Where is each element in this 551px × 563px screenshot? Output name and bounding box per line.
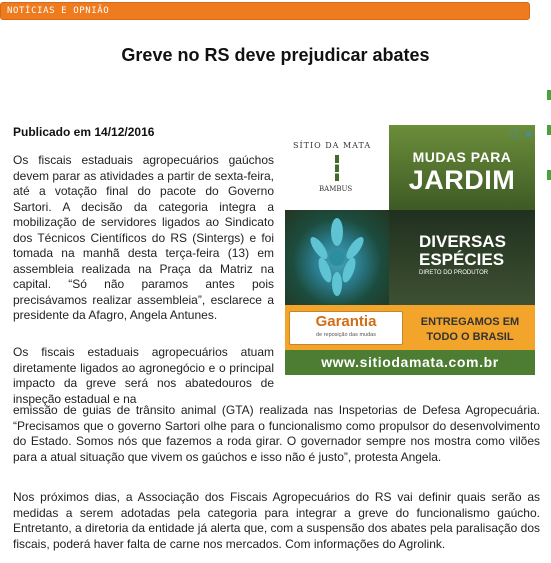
ad-species-line-2: ESPÉCIES [419,250,505,269]
ad-headline-panel [389,125,535,210]
ad-choices-icons[interactable] [510,126,533,142]
ad-delivery-line-2: TODO O BRASIL [426,331,514,343]
section-label: NOTÍCIAS E OPNIÃO [7,6,110,16]
ad-flower-image [285,210,389,305]
article-date: Publicado em 14/12/2016 [13,125,155,139]
article-paragraph-1: Os fiscais estaduais agropecuários gaúchos devem parar as atividades a partir de sexta-feira, até a votação final do pacote do Governo Sartori. A decisão da categoria integra a mobilização de servidores ligados ao Sindicato dos Técnicos Científicos do RS (Sintergs) e foi tomada na manhã desta terça-feira (13) em assembleia realizada na Praça da Matriz na capital. “Só não paramos antes pois precisávamos realizar assembleia”, esclarece a presidente da Afagro, Angela Antunes. [13,153,274,322]
ad-guarantee-title: Garantia [315,313,377,330]
article-title: Greve no RS deve prejudicar abates [121,45,430,65]
ad-guarantee-band [285,305,535,350]
advertisement[interactable] [285,125,535,375]
section-header-bar [0,2,530,20]
ad-headline-2: JARDIM [408,165,516,195]
ad-url[interactable]: www.sitiodamata.com.br [321,354,499,370]
ad-guarantee-badge [289,311,403,345]
ad-guarantee-sub: de reposição das mudas [316,332,376,338]
article-paragraph-3: Nos próximos dias, a Associação dos Fiscais Agropecuários do RS vai definir quais serão as medidas a serem adotadas pela categoria para integrar a greve do funcionalismo gaúcho. Entretanto, a diretoria da entidade já alerta que, com a suspensão dos abates pela paralisação dos fiscais, poderá haver falta de carne nos mercados. Com informações do Agrolink. [13,490,541,551]
ad-headline-1: MUDAS PARA [412,149,512,165]
ad-species-line-3: DIRETO DO PRODUTOR [419,270,489,276]
flower-icon [285,210,389,305]
article-paragraph-2-bottom: emissão de guias de trânsito animal (GTA) realizada nas Inspetorias de Defesa Agropecuária. “Precisamos que o governo Sartori olhe para o funcionalismo como propulsor do desenvolvimento do Estado. Somos nós que fazemos a roda girar. O governador sempre nos mostra como vilões para a atual situação que vivem os gaúchos e isso não é justo”, protesta Angela. [13,403,540,464]
ad-species-line-1: DIVERSAS [419,232,506,251]
close-icon[interactable]: ✕ [523,129,533,141]
ad-logo-sub: BAMBUS [319,185,353,193]
bamboo-icon [331,155,343,181]
article-paragraph-2-top: Os fiscais estaduais agropecuários atuam diretamente ligados ao agronegócio e o principal impacto da greve será nos abatedouros de inspeção estadual e na [13,345,274,406]
info-icon[interactable]: ⓘ [509,129,521,141]
ad-delivery-line-1: ENTREGAMOS EM [420,316,520,328]
ad-logo-panel [285,125,389,210]
ad-species-panel [389,210,535,305]
ad-logo-name: SÍTIO DA MATA [293,141,372,150]
ad-url-bar[interactable] [285,350,535,375]
